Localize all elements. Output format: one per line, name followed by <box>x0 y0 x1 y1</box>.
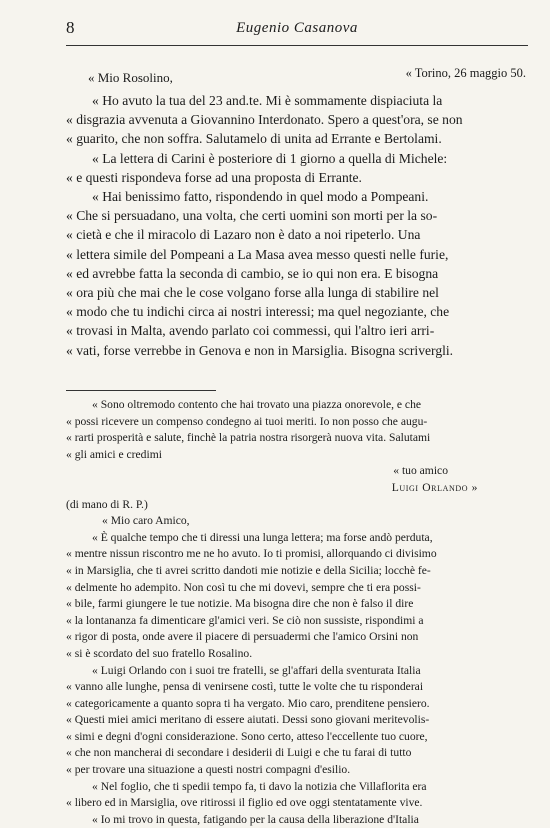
text-line: « simi e degni d'ogni considerazione. Sono certo, atteso l'eccellente tuo cuore, <box>66 729 428 743</box>
page-header <box>66 18 528 42</box>
text-line: « lettera simile del Pompeani a La Masa avea messo questi nelle furie, <box>66 246 449 262</box>
text-line: « È qualche tempo che ti diressi una lunga lettera; ma forse andò perduta, <box>92 530 433 544</box>
text-line: « Luigi Orlando con i suoi tre fratelli, se gl'affari della sventurata Italia <box>92 663 421 677</box>
letter-one-body <box>66 91 528 360</box>
letter-one-salutation: « Mio Rosolino, <box>88 70 173 85</box>
text-line: « vanno alle lunghe, pensa di venirsene costì, tutte le volte che tu risponderai <box>66 680 424 694</box>
text-line: « modo che tu indichi circa ai nostri interessi; ma quel negoziante, che <box>66 304 450 320</box>
running-head: Eugenio Casanova <box>236 20 358 36</box>
text-line: « ed avrebbe fatta la seconda di cambio, se io qui non era. E bisogna <box>66 265 439 281</box>
text-line: « si è scordato del suo fratello Rosalino. <box>66 646 253 660</box>
text-line: « ora più che mai che le cose volgano forse alla lunga di stabilire nel <box>66 285 439 301</box>
text-line: « trovasi in Malta, avendo parlato coi commessi, qui l'altro ieri arri- <box>66 323 435 339</box>
header-rule <box>66 45 528 46</box>
closing-line: « tuo amico <box>393 464 448 478</box>
letter-one <box>66 60 528 358</box>
text-line: « Questi miei amici meritano di essere aiutati. Dessi sono giovani meritevolis- <box>66 713 430 727</box>
text-line: « e questi rispondeva forse ad una proposta di Errante. <box>66 169 362 185</box>
footnote-line: « gli amici e credimi <box>66 447 162 461</box>
text-line: « La lettera di Carini è posteriore di 1 giorno a quella di Michele: <box>92 150 448 166</box>
text-line: « disgrazia avvenuta a Giovannino Interdonato. Spero a quest'ora, se non <box>66 112 463 128</box>
text-line: « vati, forse verrebbe in Genova e non in Marsiglia. Bisogna scrivergli. <box>66 342 454 358</box>
lower-section <box>66 397 528 828</box>
text-line: « libero ed in Marsiglia, ove ritirossi il figlio ed ove oggi stentatamente vive. <box>66 796 423 810</box>
text-line: « la lontananza fa dimenticare gl'amici veri. Se ciò non sussiste, rispondimi a <box>66 613 424 627</box>
text-line: « Nel foglio, che ti spedii tempo fa, ti davo la notizia che Villaflorita era <box>92 779 427 793</box>
text-line: « Che si persuadano, una volta, che certi uomini son morti per la so- <box>66 208 438 224</box>
page-number: 8 <box>66 18 75 37</box>
text-line: « per trovare una situazione a questi nostri compagni d'esilio. <box>66 763 351 777</box>
letter-one-heading <box>66 60 528 85</box>
attribution-note: (di mano di R. P.) <box>66 497 148 511</box>
text-line: « guarito, che non soffra. Salutamelo di unita ad Errante e Bertolami. <box>66 131 442 147</box>
text-line: « mentre nissun riscontro me ne ho avuto. Io ti promisi, allorquando ci divisimo <box>66 547 437 561</box>
text-line: « Io mi trovo in questa, fatigando per la causa della liberazione d'Italia <box>92 812 419 826</box>
text-line: « categoricamente a quanto sopra ti ha vergato. Mio caro, prenditene pensiero. <box>66 696 430 710</box>
text-line: « bile, farmi giungere le tue notizie. Ma bisogna dire che non è falso il dire <box>66 597 414 611</box>
text-line: « che non mancherai di secondare i desiderii di Luigi e che tu farai di tutto <box>66 746 412 760</box>
signature: Luigi Orlando » <box>391 480 478 494</box>
text-line: « cietà e che il miracolo di Lazaro non è dato a noi ripeterlo. Una <box>66 227 421 243</box>
text-line: « in Marsiglia, che ti avrei scritto dandoti mie notizie e della Sicilia; locchè fe- <box>66 563 431 577</box>
letter-two-salutation: « Mio caro Amico, <box>102 514 190 528</box>
text-line: « delmente ho adempito. Non così tu che mi dovevi, sempre che ti era possi- <box>66 580 421 594</box>
footnote-line: « rarti prosperità e salute, finchè la patria nostra risorgerà nuova vita. Salutami <box>66 431 431 445</box>
text-line: « rigor di posta, onde avere il piacere di persuadermi che l'amico Orsini non <box>66 630 419 644</box>
footnote-line: « Sono oltremodo contento che hai trovato una piazza onorevole, e che <box>92 398 422 411</box>
letter-one-dateline: « Torino, 26 maggio 50. <box>405 66 526 80</box>
text-line: « Ho avuto la tua del 23 and.te. Mi è sommamente dispiaciuta la <box>92 93 443 108</box>
footnote-line: « possi ricevere un compenso condegno ai tuoi meriti. Io non posso che augu- <box>66 414 428 428</box>
text-line: « Hai benissimo fatto, rispondendo in quel modo a Pompeani. <box>92 189 429 205</box>
section-rule <box>66 390 216 391</box>
